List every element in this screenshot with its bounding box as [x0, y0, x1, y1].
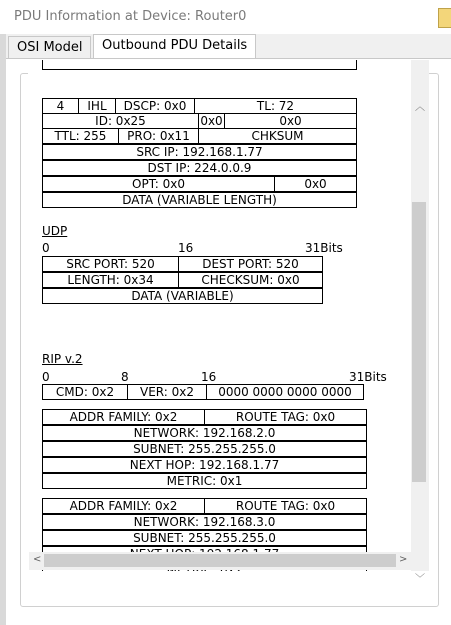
- rip-entry-1-addr-family: ADDR FAMILY: 0x2: [42, 409, 205, 425]
- ip-data-row: [42, 192, 357, 208]
- rip-entry-1-metric-row: [42, 473, 367, 489]
- ip-options: OPT: 0x0: [42, 176, 275, 192]
- ip-row-2: [42, 113, 357, 129]
- udp-row-2: [42, 272, 323, 288]
- chevron-left-icon[interactable]: <: [33, 554, 42, 565]
- ip-data: DATA (VARIABLE LENGTH): [42, 192, 357, 208]
- ip-src: SRC IP: 192.168.1.77: [42, 144, 357, 160]
- ip-row-3: [42, 128, 357, 144]
- ip-protocol: PRO: 0x11: [118, 128, 199, 144]
- ip-partial-row: [42, 60, 357, 70]
- chevron-down-icon[interactable]: ﹀: [415, 574, 425, 585]
- window-control-icon[interactable]: [438, 8, 451, 28]
- rip-version: VER: 0x2: [127, 384, 207, 400]
- rip-entry-2-route-tag: ROUTE TAG: 0x0: [204, 498, 367, 514]
- udp-data-row: [42, 288, 323, 304]
- vertical-scrollbar[interactable]: [411, 60, 429, 585]
- ip-frag-offset: 0x0: [224, 113, 357, 129]
- udp-label: UDP: [42, 224, 68, 238]
- rip-entry-2-addr-family: ADDR FAMILY: 0x2: [42, 498, 205, 514]
- horizontal-scroll-thumb[interactable]: [44, 554, 396, 567]
- rip-entry-1-network: NETWORK: 192.168.2.0: [42, 425, 367, 441]
- rip-ruler-8: 8: [121, 370, 129, 384]
- title-bar: [0, 0, 451, 34]
- rip-entry-1-network-row: [42, 425, 367, 441]
- udp-checksum: CHECKSUM: 0x0: [178, 272, 323, 288]
- rip-entry-1-subnet: SUBNET: 255.255.255.0: [42, 441, 367, 457]
- ip-padding: 0x0: [274, 176, 357, 192]
- ip-dscp: DSCP: 0x0: [115, 98, 195, 114]
- udp-ruler-0: 0: [42, 241, 50, 255]
- rip-label: RIP v.2: [42, 352, 83, 366]
- udp-ruler-31: 31Bits: [305, 241, 343, 255]
- udp-src-port: SRC PORT: 520: [42, 256, 179, 272]
- rip-entry-1-next-hop: NEXT HOP: 192.168.1.77: [42, 457, 367, 473]
- ip-row-1: [42, 98, 357, 114]
- ip-flags: 0x0: [198, 113, 225, 129]
- rip-entry-2-network: NETWORK: 192.168.3.0: [42, 514, 367, 530]
- rip-entry-2-subnet-row: [42, 530, 367, 546]
- udp-dest-port: DEST PORT: 520: [178, 256, 323, 272]
- rip-entry-2-row-1: [42, 498, 367, 514]
- rip-unused: 0000 0000 0000 0000: [206, 384, 364, 400]
- ip-ihl: IHL: [78, 98, 116, 114]
- chevron-up-icon[interactable]: ︿: [415, 102, 425, 113]
- pdu-scroll-viewport[interactable]: [29, 60, 425, 571]
- rip-header-row: [42, 384, 357, 400]
- ip-total-length: TL: 72: [194, 98, 357, 114]
- ip-dst: DST IP: 224.0.0.9: [42, 160, 357, 176]
- horizontal-scrollbar[interactable]: [29, 552, 411, 570]
- rip-entry-1-row-1: [42, 409, 367, 425]
- ip-version: 4: [42, 98, 79, 114]
- ip-dst-row: [42, 160, 357, 176]
- rip-entry-1-metric: METRIC: 0x1: [42, 473, 367, 489]
- udp-length: LENGTH: 0x34: [42, 272, 179, 288]
- rip-entry-2-network-row: [42, 514, 367, 530]
- rip-entry-1-route-tag: ROUTE TAG: 0x0: [204, 409, 367, 425]
- rip-entry-2-subnet: SUBNET: 255.255.255.0: [42, 530, 367, 546]
- rip-ruler-31: 31Bits: [349, 370, 387, 384]
- rip-ruler-16: 16: [201, 370, 217, 384]
- rip-ruler-0: 0: [42, 370, 50, 384]
- tab-outbound-pdu-details[interactable]: Outbound PDU Details: [93, 34, 256, 58]
- udp-data: DATA (VARIABLE): [42, 288, 323, 304]
- window-title: PDU Information at Device: Router0: [14, 9, 247, 24]
- rip-entry-1-subnet-row: [42, 441, 367, 457]
- ip-cell: [42, 60, 357, 70]
- udp-row-1: [42, 256, 323, 272]
- vertical-scroll-thumb[interactable]: [412, 202, 426, 482]
- chevron-right-icon[interactable]: >: [399, 554, 408, 565]
- udp-ruler-16: 16: [178, 241, 194, 255]
- ip-src-row: [42, 144, 357, 160]
- rip-entry-1-nexthop-row: [42, 457, 367, 473]
- ip-ttl: TTL: 255: [42, 128, 119, 144]
- tab-osi-model[interactable]: OSI Model: [8, 36, 91, 58]
- ip-id: ID: 0x25: [42, 113, 199, 129]
- ip-opt-row: [42, 176, 357, 192]
- ip-checksum: CHKSUM: [198, 128, 357, 144]
- rip-command: CMD: 0x2: [42, 384, 128, 400]
